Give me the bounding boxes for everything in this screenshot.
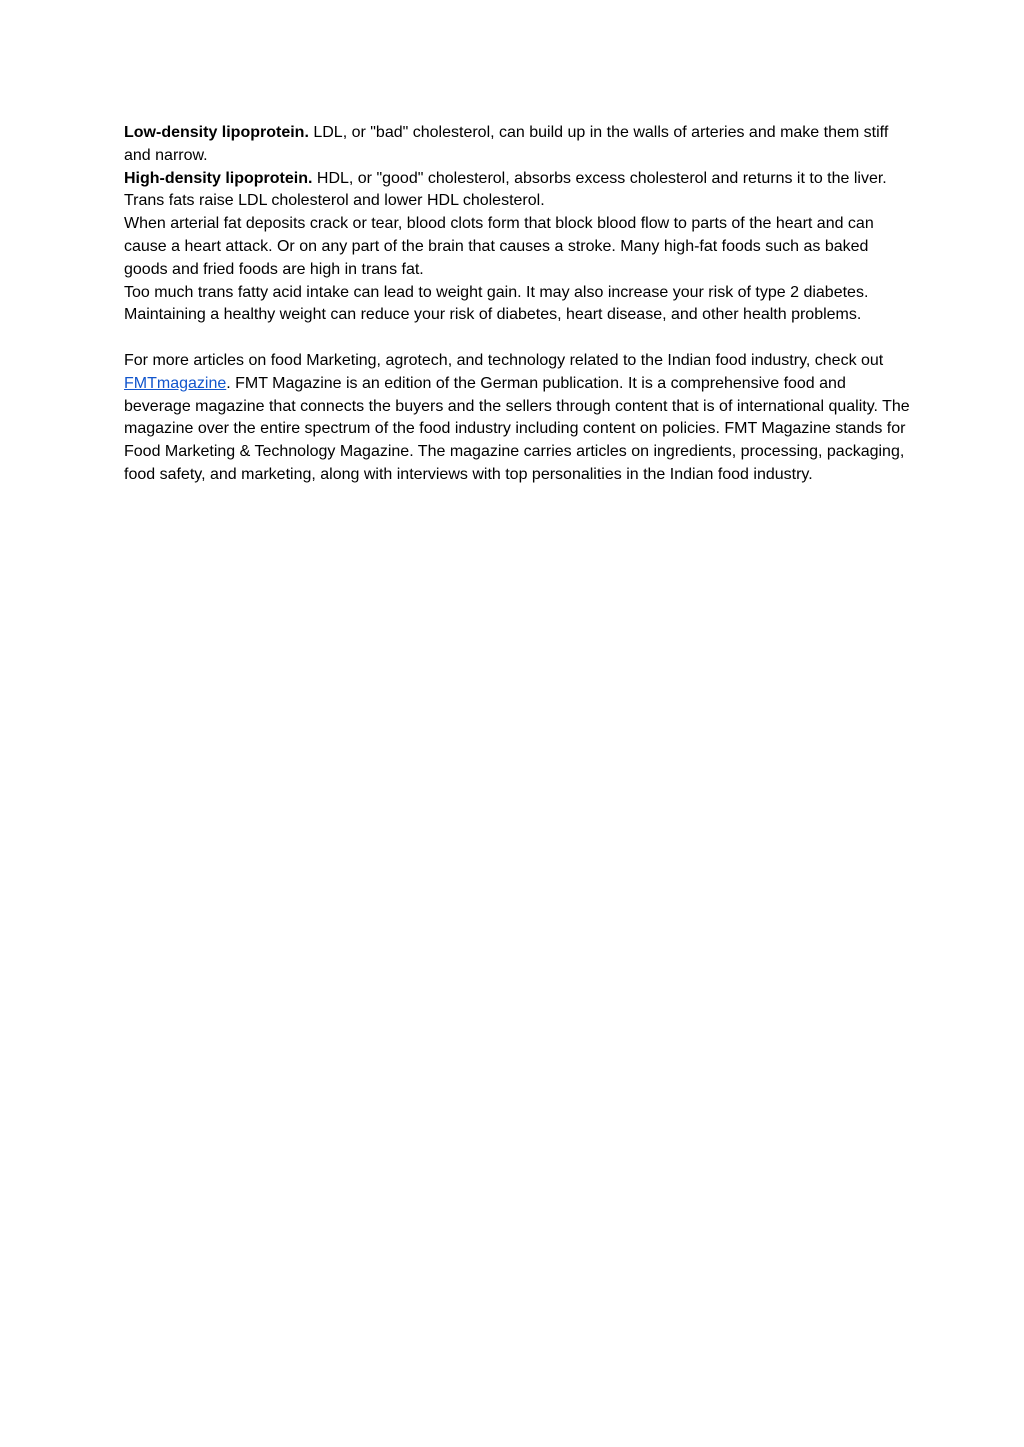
hdl-text: HDL, or "good" cholesterol, absorbs excess cholesterol and returns it to the liver. bbox=[312, 169, 887, 187]
more-articles-description: . FMT Magazine is an edition of the German publication. It is a comprehensive food and beverage magazine that connects the buyers and the sellers through content that is of international quality. The magazine over the entire spectrum of the food industry including content on policies. FMT Magazine stands for Food Marketing & Technology Magazine. The magazine carries articles on ingredients, processing, packaging, food safety, and marketing, along with interviews with top personalities in the Indian food industry. bbox=[124, 374, 910, 483]
more-articles-intro: For more articles on food Marketing, agrotech, and technology related to the Indian food industry, check out bbox=[124, 351, 884, 369]
ldl-paragraph bbox=[124, 122, 914, 168]
document-body bbox=[124, 122, 914, 487]
weight-paragraph: Too much trans fatty acid intake can lead to weight gain. It may also increase your risk of type 2 diabetes. Maintaining a healthy weight can reduce your risk of diabetes, heart disease, and other health problems. bbox=[124, 283, 869, 324]
paragraph-spacer bbox=[124, 327, 914, 350]
fmtmagazine-link[interactable]: FMTmagazine bbox=[124, 374, 227, 392]
ldl-term: Low-density lipoprotein. bbox=[124, 124, 309, 141]
arterial-paragraph: When arterial fat deposits crack or tear, blood clots form that block blood flow to parts of the heart and can cause a heart attack. Or on any part of the brain that causes a stroke. Many high-fat foods such as baked goods and fried foods are high in trans fat. bbox=[124, 215, 874, 278]
trans-fats-paragraph: Trans fats raise LDL cholesterol and lower HDL cholesterol. bbox=[124, 192, 545, 210]
more-articles-paragraph bbox=[124, 350, 914, 487]
hdl-paragraph bbox=[124, 168, 914, 191]
ldl-text: LDL, or "bad" cholesterol, can build up in the walls of arteries and make them stiff and narrow. bbox=[124, 124, 889, 164]
hdl-term: High-density lipoprotein. bbox=[124, 169, 313, 187]
